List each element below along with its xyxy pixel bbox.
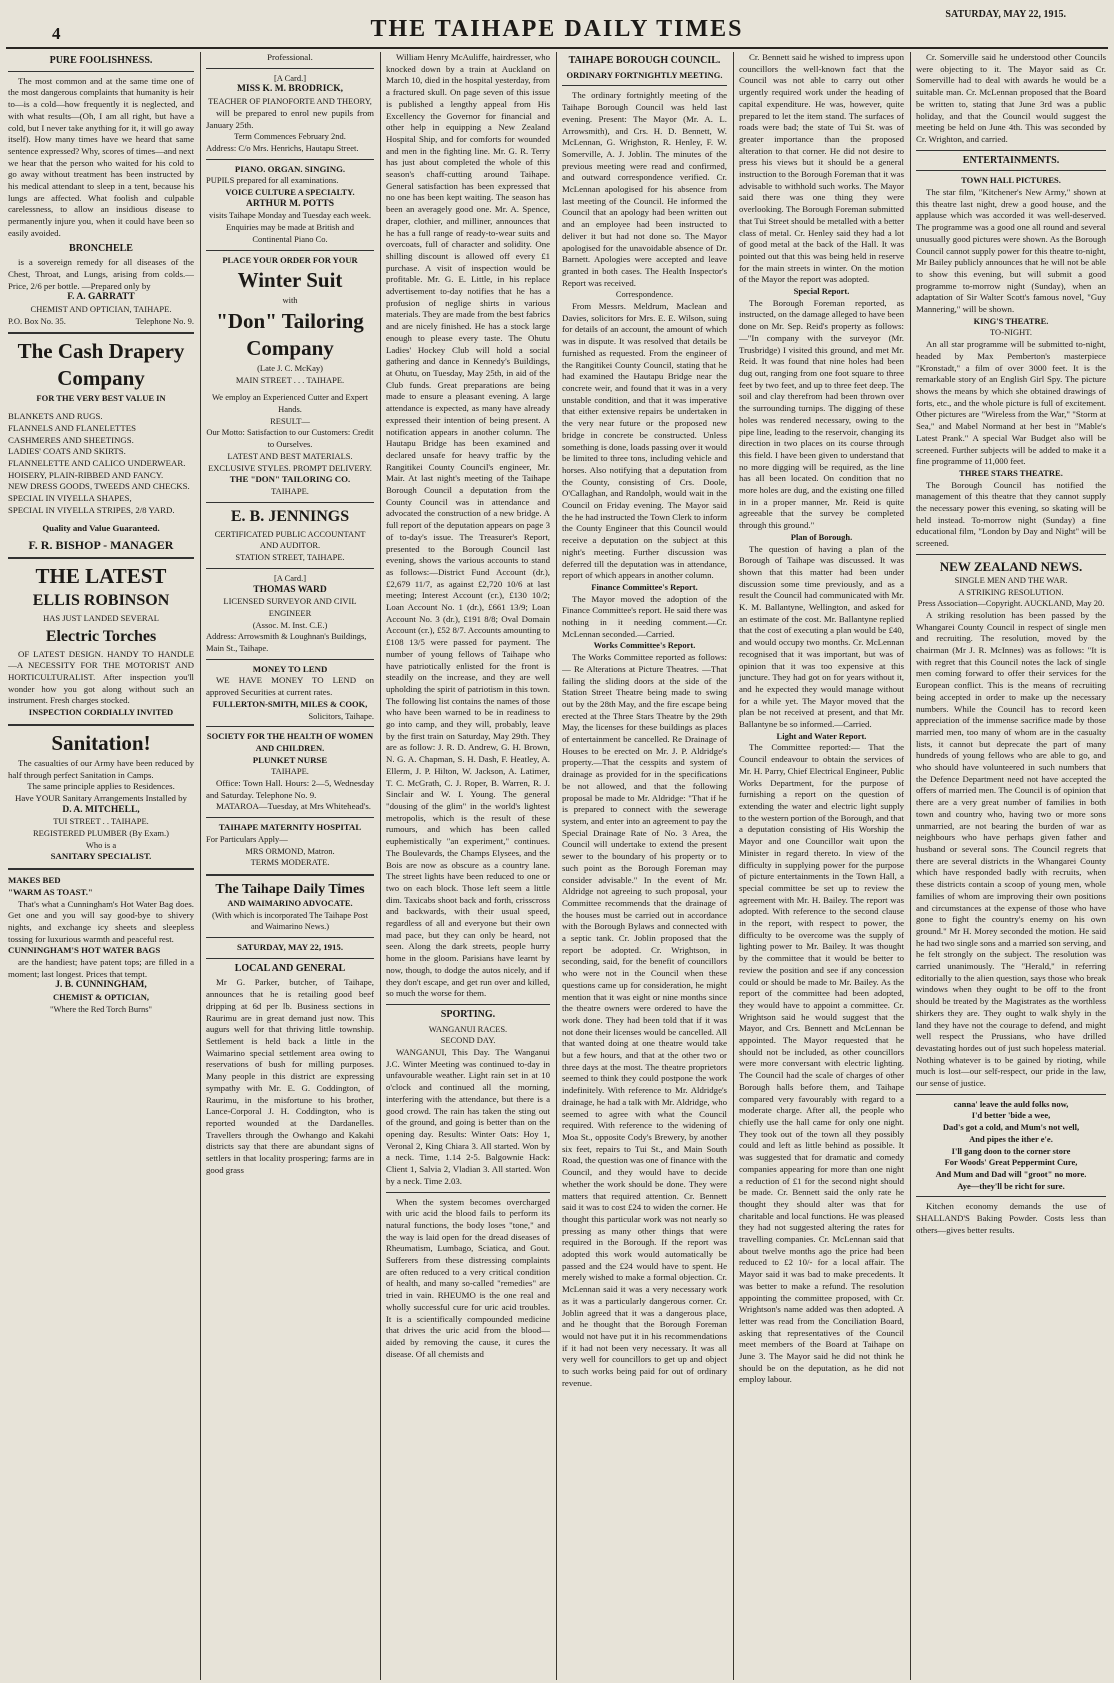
council-text-4: The Committee reported:— That the Council endeavour to obtain the services of Mr. H. Parry, Chief Electrical Engineer, Public Works Department, for the purpose of furnishing a report on the question of extending the water and electric light supply to the western portion of the Borough, and that a deputation consisting of His Worship the Mayor and one Councillor wait upon the Minister in regard thereto. In view of the difficulty in supplying power for the purpose of picture entertainments in the Town Hall, a special committee be set up to review the agreement with Mr. H. Bailey. The report was adopted. With reference to the second clause in the report, with respect to power, the difficulty to be overcome was the supply of lighting power to Mr. Bailey. It was thought by the committee that it would be better to review the position and see if any concession could or should be made to Mr. Bailey. As the report of the committee had been adopted, they would have to appoint a committee. Cr. Wrightson said he would suggest that the Mayor, and Crs. Bennett and McLennan be appointed. The Mayor requested that he should not be included, as other councillors were more conversant with electric lighting. The Council had the scale of charges of other Borough halls before them, and Taihape compared very favourably with regard to a moderate charge. After all, the people who chiefly use the hall came for only one night. They took out of the town all they possibly could and left as little behind as possible. It was suggested that for dramatic and comedy companies appearing for more than one night a reduction of £1 for the second night should be made. Cr. Bennett said the only rate he thought they should alter was that for charitable and local functions. He was pleased they had not suggested altering the rates for travelling companies. Cr. McLennan said that about twelve months ago the price had been reduced to £2 10/- for a local affair. The Mayor said it was bad to make precedents. It was better to make a refund. The resolution appointing the committee proposed, with Cr. Wrightson's name added was then adopted. A letter was read from the Conciliation Board, asking that representatives of the Council meet members of the Board at Taihape on June 3. The Mayor said he did not think he should be on the deputation, as he did not employ labour. xyxy=(739,742,904,1385)
with-word: with xyxy=(282,295,298,306)
ordinary-meeting-heading: ORDINARY FORTNIGHTLY MEETING. xyxy=(566,69,723,80)
ward-address: Address: Arrowsmith & Loughnan's Buildings, Main St., Taihape. xyxy=(206,631,367,654)
latest-heading: THE LATEST xyxy=(35,563,167,588)
mitchell-street: TUI STREET . . TAIHAPE. xyxy=(53,816,149,827)
column-divider xyxy=(733,52,734,1680)
torches-text: OF LATEST DESIGN. HANDY TO HANDLE—A NECESSITY FOR THE MOTORIST AND HORTICULTURALIST. After inspection you'll wonder how you got along without such an instrument. Fresh charges stocked. xyxy=(8,648,194,706)
don-motto: Our Motto: Satisfaction to our Customers: Credit to Ourselves. xyxy=(206,427,374,450)
poem-line: I'll gang doon to the corner store xyxy=(951,1145,1071,1156)
masthead xyxy=(0,0,1114,43)
potts-name: ARTHUR M. POTTS xyxy=(245,198,335,209)
finance-heading: Finance Committee's Report. xyxy=(591,581,698,592)
don-tailoring: "Don" Tailoring xyxy=(216,308,364,333)
sporting-heading: SPORTING. xyxy=(440,1008,496,1020)
piano-line: PIANO. ORGAN. SINGING. xyxy=(234,163,346,174)
column-3 xyxy=(386,52,550,1680)
borough-text-1: The ordinary fortnightly meeting of the Taihape Borough Council was held last evening. Present: The Mayor (Mr. A. L. Arrowsmith), and Crs. H. D. Bennett, W. McLennan, G. Wrighston, R. Henley, F. W. Somerville, A. J. Joblin. The minutes of the previous meeting were read and confirmed, and outward correspondence verified. Cr. McLennan apologised for his absence from last meeting of the Council. He informed the Council that an apology had been written out and an employee had been instructed to deliver it but had not done so. The Mayor apologised for the unavoidable absence of Dr. Barnett. Apologies were accepted and leave granted in both cases. The Health Inspector's Report was received. xyxy=(562,90,727,288)
cash-manager: F. R. BISHOP - MANAGER xyxy=(28,538,174,553)
money-heading: MONEY TO LEND xyxy=(252,663,328,674)
single-men-heading: SINGLE MEN AND THE WAR. xyxy=(954,574,1068,585)
daily-times-title: The Taihape Daily Times xyxy=(215,881,365,897)
mitchell-registered: REGISTERED PLUMBER (By Exam.) xyxy=(33,828,169,839)
poem-line: For Woods' Great Peppermint Cure, xyxy=(944,1157,1078,1168)
cash-drapery-title: The Cash Drapery xyxy=(17,339,185,364)
ellis-landed: HAS JUST LANDED SEVERAL xyxy=(43,612,159,623)
cash-item: SPECIAL IN VIYELLA STRIPES, 2/8 YARD. xyxy=(8,504,175,515)
poem-line: And Mum and Dad will "groot" no more. xyxy=(935,1168,1087,1179)
potts-enquiries: Enquiries may be made at British and Continental Piano Co. xyxy=(226,222,354,244)
poem-line: Aye—they'll be richt for sure. xyxy=(957,1180,1065,1191)
bronchele-text: is a sovereign remedy for all diseases of the Chest, Throat, and Lungs, arising from colds.—Price, 2/6 per bottle. —Prepared only by xyxy=(8,257,194,291)
cash-value-line: FOR THE VERY BEST VALUE IN xyxy=(36,393,166,404)
cunningham-name: J. B. CUNNINGHAM, xyxy=(55,980,147,991)
town-hall-text: The star film, "Kitchener's New Army," shown at this theatre last night, drew a good house, and the applause which was accorded it was well-deserved. The programme was a good one all round and several unusually good pictures were shown. As the Borough Council cannot supply power for this theatre to-night, Mr Bailey publicly announces that he will not be able to show this evening, but will submit a good programme to-morrow night (Sunday), when an adaptation of Sir Walter Scott's famous novel, "Guy Mannering," will be shown. xyxy=(916,187,1106,315)
council-text-3: The question of having a plan of the Borough of Taihape was discussed. It was shown that this matter had been under discussion some time previously, and as a result the Council had communicated with Mr. K. M. Ballantyne, Wellington, and asked for an estimate of the cost. Mr. Ballantyne replied that the cost of executing a plan would be £40, and would occupy two months. Cr. McLennan recognised that it was important, but was of opinion that it was too expensive at this juncture. They had got on for years without it, and he expected they would manage without for a while yet. The Mayor moved that the plan be not received at present, and that Mr. Ballantyne be so informed.—Carried. xyxy=(739,543,904,730)
resolution-heading: A STRIKING RESOLUTION. xyxy=(958,586,1064,597)
potts-text: visits Taihape Monday and Tuesday each week. xyxy=(209,210,371,221)
cash-item: BLANKETS AND RUGS. xyxy=(8,411,103,422)
cash-quality: Quality and Value Guaranteed. xyxy=(42,522,160,533)
daily-times-incorporated: (With which is incorporated The Taihape Post and Waimarino News.) xyxy=(212,909,368,932)
society-heading: SOCIETY FOR THE HEALTH OF WOMEN AND CHILDREN. xyxy=(206,731,374,753)
garratt-contact xyxy=(8,316,194,328)
brodrick-text: will be prepared to enrol new pupils from January 25th. xyxy=(206,107,374,130)
garratt-role: CHEMIST AND OPTICIAN, TAIHAPE. xyxy=(30,304,172,315)
kitchen-text: Kitchen economy demands the use of SHALLAND'S Baking Powder. Costs less than others—gives better results. xyxy=(916,1201,1106,1235)
cash-item: CASHMERES AND SHEETINGS. xyxy=(8,434,134,445)
cash-item: LADIES' COATS AND SKIRTS. xyxy=(8,446,126,457)
warm-text: That's what a Cunningham's Hot Water Bag does. Get one and you will say good-bye to shivery nights, and exchange icy sheets and sleepless tossing for luxurious warmth and peaceful rest. xyxy=(8,898,194,944)
daily-times-date: SATURDAY, MAY 22, 1915. xyxy=(236,942,344,953)
mitchell-specialist: SANITARY SPECIALIST. xyxy=(50,851,152,862)
light-water-heading: Light and Water Report. xyxy=(776,730,867,741)
plan-borough-heading: Plan of Borough. xyxy=(790,531,853,542)
garratt-box: P.O. Box No. 35. xyxy=(8,315,66,326)
pupils-line: PUPILS prepared for all examinations. xyxy=(206,175,339,186)
column-4 xyxy=(562,52,727,1680)
sanitation-have: Have YOUR Sanitary Arrangements Installed by xyxy=(15,792,187,803)
garratt-tel: Telephone No. 9. xyxy=(135,315,194,326)
card-label: [A Card.] xyxy=(273,72,307,83)
borough-text-4: The Works Committee reported as follows:— Re Alterations at Picture Theatres. —That failing the sliding doors at the side of the Station Street Theatre being made to swing out by the 28th May, and the fire escape being erected at the Three Stars Theatre by the 29th May, the licenses for these buildings as places of entertainment be cancelled. Re Drainage of Houses to be erected on Mr. J. P. Aldridge's property.—That the cesspits and system of drainage as provided for in the specifications be not allowed, and that the following proposal be made to Mr. Aldridge: "That if he is prepared to connect with the sewerage system, and enter into an agreement to pay the Special Drainage Rate of No. 3 Area, the Council will undertake to extend the present sewer to the boundary of his property or to such point as the Borough Foreman may consider advisable." In the event of Mr. Aldridge not agreeing to such proposal, your Committee recommends that the drainage of the houses must be carried out in accordance with the Borough Bylaws and connected with a septic tank. Cr. Joblin proposed that the report be adopted. Cr. Wrightson, in seconding, said, for the benefit of councillors who were not in the Council when these questions came up for consideration, he might mention that it was eight or nine months since the theatre owners were ordered to have the work done. They had been told that if it was not done their licenses would be cancelled. All that wanted doing at one theatre would take but a few hours, and that at the other two or three days at the most. The theatre proprietors seemed to think they could postpone the work indefinitely. With reference to Mr. Aldridge's drainage, he had a talk with Mr. Aldridge, who seemed to agree with what the Council required. With reference to the widening of Moa St., opposite Cody's Brewery, by another six feet, repairs to Tui St., and Main South Road, the question was one of finance with the Council, and they would have to decide whether the work should be done. They were matters that required attention. Cr. Bennett said it was to cost £24 to widen the corner. He thought this particular work was not nearly so pressing as many other things that were required in the Borough. If the report was adopted this work would automatically be passed and the £24 would have to spent. He merely wished to make a formal objection. Cr. McLennan said it was a very necessary work as it was a particularly dangerous corner. Cr. Joblin agreed that it was a dangerous place, and he thought that the Borough Foreman would not have put it in his recommendations if it had not been very necessary. It was all very well for councillors to get up and object to such works being paid for out of ordinary revenue. xyxy=(562,652,727,1388)
nz-news-heading: NEW ZEALAND NEWS. xyxy=(939,558,1083,574)
ellis-robinson: ELLIS ROBINSON xyxy=(32,591,170,609)
page-number: 4 xyxy=(52,24,61,43)
ward-name: THOMAS WARD xyxy=(253,584,327,595)
fullerton-role: Solicitors, Taihape. xyxy=(308,710,374,721)
money-text: WE HAVE MONEY TO LEND on approved Securities at current rates. xyxy=(206,675,374,698)
poem-line: Dad's got a cold, and Mum's not well, xyxy=(942,1122,1080,1133)
kings-theatre-heading: KING'S THEATRE. xyxy=(973,315,1049,326)
plunket-heading: PLUNKET NURSE xyxy=(252,754,328,765)
borough-council-heading: TAIHAPE BOROUGH COUNCIL. xyxy=(568,55,721,66)
column-divider xyxy=(380,52,381,1680)
mitchell-who: Who is a xyxy=(85,839,117,850)
bronchele-heading: BRONCHELE xyxy=(69,242,133,254)
winter-suit: Winter Suit xyxy=(237,268,343,293)
professional-heading: Professional. xyxy=(267,52,313,62)
pure-foolishness-heading: PURE FOOLISHNESS. xyxy=(49,55,153,66)
cunningham-where: "Where the Red Torch Burns" xyxy=(49,1003,153,1014)
cash-item: SPECIAL IN VIYELLA SHAPES, xyxy=(8,493,132,504)
cash-drapery-company: Company xyxy=(57,366,145,391)
maternity-apply: For Particulars Apply— xyxy=(206,833,288,844)
correspondence-heading: Correspondence. xyxy=(615,289,674,300)
cash-item: NEW DRESS GOODS, TWEEDS AND CHECKS. xyxy=(8,481,190,492)
poem-line: And pipes the ither e'e. xyxy=(969,1133,1053,1144)
nz-news-text: A striking resolution has been passed by the Whangarei County Council in respect of single men and recruiting. The resolution, moved by the chairman (Mr J. R. McInnes) was as follows: "It is with regret that this Council notes the lack of single men coming forward to offer their services for the European conflict. This is the means of recruiting being accepted in order to make up the necessary numbers. While the Council has to record keen appreciation of the immense sacrifice made by those married men, too many of whom are in the casualty lists, it cannot but deprecate the part of many hundreds of young fellows who are able to go, and who should have volunteered in such numbers that the Defence Department need not have accepted the offers of married men. The Council is of opinion that there are a very great number of families in both town and country who, having two or more sons unmarried, are not bearing the burden of war as neighbours who have perhaps given father and husband or several sons. The Council regrets that there are several districts in the Whangarei County which have responded badly with recruits, when these districts contain a scoop of young men, whole families of whom are improving their own positions and circumstances at the expense of those who have gone to fight the country's enemy on his own ground." Mr H. Morey seconded the motion. He said he had two single sons and a married son serving, and he felt strongly on the subject. The resolution was carried unanimously. The "Herald," in referring editorially to the alien question, says those who break windows when they ought to be off to the front should be treated by the Magistrates as the worthless shirkers they are. They ought to walk shyly in the land they have not the courage to defend, and might well respect the Prussians, who have drilled devastating hordes out of just such hopeless material. Nothing whatever is to be gained by rioting, while much is lost—our self-respect, our pride in the law, our sense of justice. xyxy=(916,609,1106,1089)
maternity-heading: TAIHAPE MATERNITY HOSPITAL xyxy=(218,822,362,833)
brodrick-role: TEACHER OF PIANOFORTE AND THEORY, xyxy=(208,96,372,107)
jennings-name: E. B. JENNINGS xyxy=(230,507,350,525)
plunket-office: Office: Town Hall. Hours: 2—5, Wednesday and Saturday. Telephone No. 9. xyxy=(206,778,374,800)
ward-assoc: (Assoc. M. Inst. C.E.) xyxy=(252,619,328,630)
plunket-town: TAIHAPE. xyxy=(271,766,309,777)
borough-text-3: The Mayor moved the adoption of the Finance Committee's report. He said there was nothing in it needing comment.—Cr. McLennan seconded.—Carried. xyxy=(562,593,727,639)
voice-line: VOICE CULTURE A SPECIALTY. xyxy=(225,187,355,198)
don-town: TAIHAPE. xyxy=(271,485,309,496)
card-label: [A Card.] xyxy=(273,572,307,583)
don-main-street: MAIN STREET . . . TAIHAPE. xyxy=(235,374,345,385)
town-hall-heading: TOWN HALL PICTURES. xyxy=(961,175,1061,186)
column-5 xyxy=(739,52,904,1680)
electric-torches: Electric Torches xyxy=(45,627,157,645)
column-6 xyxy=(916,52,1106,1680)
press-line: Press Association—Copyright. AUCKLAND, May 20. xyxy=(917,598,1105,609)
kings-theatre-text: An all star programme will be submitted to-night, headed by Max Pemberton's masterpiece "Kronstadt," a film of over 3000 feet. It is the remarkable story of an English Girl Spy. The picture shows the means by which she obtained drawings of forts, etc., and the whole picture is full of excitement. Other pictures are "Wireless from the War," "Storm at Sea," and Mabel Normand at her best in "Mable's Latest Prank." A special War Budget also will be screened. Further subjects will be added to make it a fine programme of 11,000 feet. xyxy=(916,339,1106,467)
daily-times-sub: AND WAIMARINO ADVOCATE. xyxy=(227,897,353,908)
cash-item: FLANNELETTE AND CALICO UNDERWEAR. xyxy=(8,457,186,468)
column-3-top-text: William Henry McAuliffe, hairdresser, who knocked down by a train at Auckland on March 10, died in the hospital yesterday, from a fractured skull. On page seven of this issue is published a lengthy appeal from His Excellency the Governor for financial and other help in equipping a New Zealand Hospital Ship, and for comforts for wounded and men in the fighting line. Mr. G. R. Terry has just about completed the whole of this season's chaff-cutting around Taihape. General satisfaction has been expressed that no one has been kept waiting. The season has been an averagely good one. Mr. A. Spence, draper, clothier, and milliner, announces that he has a full range of ready-to-wear suits and overcoats, full of character and solidity. One shilling discount is allowed off every £1 purchase. A visit of inspection would be profitable. Mr. G. E. Little, in his replace advertisement to-day notifies that he has a profusion of neglige shirts in various materials. They are made from the best fabrics and are nicely finished. He has a stock large enough to please every taste. The Ohutu Ladies' Hockey Club will hold a social gathering and dance in Kennedy's Buildings, at Ohutu, on Tuesday, May 25th, in aid of the Club funds. Great preparations are being made to ensure a pleasant evening. A large attendance is expected, as many have already expressed their intention of being present. A notification appears in another column. The Hautapu Bridge has been examined and declared unsafe for heavy traffic by the Rangitikei County Council's engineer, Mr. Mair. At last night's meeting of the Taihape Borough Council a deputation from the County Council was in attendance and advocated the construction of a new bridge. A full report of the deputation appears on page 3 of to-day's issue. The Treasurer's Report, presented to the Borough Council last evening, shows the various accounts to stand as follows:—District Fund Account (dr.), £2,679 11/7, as against £2,720 10/6 at last meeting; Interest Account (cr.), £130 10/2; Loan Account No. 1 (dr.), £661 13/9; Loan Account No. 3 (dr.), £191 8/8; Oval Domain Account (cr.), £52 8/7. Accounts amounting to £108 13/5 were passed for payment. The number of young fellows of Taihape who have patriotically enlisted for the front is steadily on the increase, and they are well upholding the spirit of patriotism in this town. The following list contains the names of those who have been warned to be in readiness to go into camp, and they will, probably, leave by the first train on Saturday, May 29th. They are as follow: J. R. D. Andrew, G. H. Brown, N. G. A. Chapman, S. H. Dash, F. Heatley, A. Ellerm, J. P. Hilton, W. Jackson, A. Latimer, T. C. McGrath, C. J. Roper, B. Warren, R. J. Sinclair and W. I. Young. The general "dousing of the glim" in the world's lightest metropolis, which is the result of these rumours, and which has been called euphemistically "an experiment," continues. The Boulevards, the Champs Elysees, and the Bois are now as obscure as a country lane. The street lights have been reduced to one or two on each block. Those left seem a little dim. Taxicabs shoot back and forth, crisscross and backwards, with their usual speed, regardless of all and everyone but their own mad pace, but they can only be heard, not seen. Along the dark streets, people hurry home in the gloom. Parisians have learnt by now, though, to dodge the autos nicely, and if they don't escape, and get run over and killed, so much the worse for them. xyxy=(386,52,550,999)
poem-line: I'd better 'bide a wee, xyxy=(971,1110,1051,1121)
races-heading: WANGANUI RACES. xyxy=(428,1023,508,1034)
plunket-mataroa: MATAROA—Tuesday, at Mrs Whitehead's. xyxy=(216,801,371,812)
maternity-matron: MRS ORMOND, Matron. xyxy=(245,845,335,856)
tonight: TO-NIGHT. xyxy=(990,327,1032,338)
column-divider xyxy=(910,52,911,1680)
cunningham-role: CHEMIST & OPTICIAN, xyxy=(53,992,149,1003)
don-cutter: We employ an Experienced Cutter and Expert Hands. xyxy=(211,392,369,415)
issue-date: SATURDAY, MAY 22, 1915. xyxy=(945,9,1066,20)
cunningham-heading: CUNNINGHAM'S HOT WATER BAGS xyxy=(8,945,161,956)
council-text-5: Cr. Somerville said he understood other Councils were objecting to it. The Mayor said as Cr. Somerville had to deal with awards he would be a suitable man. Cr. McLennan proposed that the Board be written to, stating that June 3rd was a public holiday, and that the Council would suggest the meeting be held on June 4th. This was seconded by Cr. Wrighton, and carried. xyxy=(916,52,1106,144)
place-order: PLACE YOUR ORDER FOR YOUR xyxy=(222,254,358,265)
borough-text-2: From Messrs. Meldrum, Maclean and Davies, solicitors for Mrs. E. E. Wilson, suing for details of an account, the amount of which was in dispute. It was resolved that details be furnished as requested. From the engineer of the Rangitikei County Council, stating that he had examined the Hautapu Bridge near the concrete weir, and found that it was in a very unstable condition, and that it was imperative that either extensive repairs be undertaken in the very near future or the proposed new bridge in concrete be constructed. Unless something is done, loads passing over it would be limited to three tons, including vehicle and horses. Also notifying that a deputation from the County, consisting of Crs. Doole, O'Callaghan, and Randolph, would wait in the Council on Friday evening. The Mayor said the he had instructed the Town Clerk to inform the County Engineer that this Council would receive a deputation on the subject at this night's meeting. Further discussion was deferred till the deputation was in attendance, report of which appears in another column. xyxy=(562,301,727,581)
local-general-text: Mr G. Parker, butcher, of Taihape, announces that he is retailing good beef dripping at 6d per lb. Business sections in Raurimu are in great demand just now. This augurs well for that thriving little township. Settlement is held back a little in the Waimarino special settlement area owing to reservations of bush for milling purposes. Many people in this district are expressing sympathy with Mr. E. G. Coddington, of Raurimu, in the misfortune to his brother, Lance-Corporal J. H. Coddington, who is reported wounded at the Dardanelles. Travellers through the Owhango and Kakahi districts say that there are abundant signs of settlers in that locality prospering; farms are in good grass xyxy=(206,977,374,1175)
maternity-terms: TERMS MODERATE. xyxy=(250,857,330,868)
works-heading: Works Committee's Report. xyxy=(593,640,696,651)
don-result: RESULT— xyxy=(270,415,310,426)
garratt-name: F. A. GARRATT xyxy=(67,292,135,303)
council-text-2: The Borough Foreman reported, as instructed, on the damage alleged to have been done on Mr. Sep. Reid's property as follows:—"In company with the surveyor (Mr. Trusbridge) I visited this ground, and met Mr. Reid. It was found that nine holes had been dug out, ranging from one foot square to three feet by two feet, and up to three feet deep. The soil and clay therefrom had been thrown over the surrounding turnips. The digging of these holes was rendered necessary, owing to the pipe line, leading to the reservoir, changing its direction in two places on its course through this field. I have been given to understand that no more digging will be required, as the line has all been located. On condition that no more holes are dug, and the existing one filled in in a proper manner, Mr. Reid is quite agreeable that the survey be completed through this ground." xyxy=(739,297,904,531)
newspaper-title: THE TAIHAPE DAILY TIMES xyxy=(370,16,744,42)
jennings-role: CERTIFICATED PUBLIC ACCOUNTANT AND AUDITOR. xyxy=(214,528,366,551)
masthead-rule xyxy=(6,47,1108,49)
don-late: (Late J. C. McKay) xyxy=(257,362,323,373)
rheumo-text: When the system becomes overcharged with uric acid the blood fails to perform its natural functions, the body loses "tone," and the way is laid open for the dread diseases of Rheumatism, Lumbago, Sciatica, and Gout. Sufferers from these distressing complaints are often reduced to a very critical condition of health, and many so-called "remedies" are tried in vain. RHEUMO is the one real and wholly successful cure for uric acid troubles. It is a scientifically compounded medicine that drives the uric acid from the blood—aided by removing the cause, it cures the disease. Of all chemists and xyxy=(386,1196,550,1359)
pure-foolishness-text: The most common and at the same time one of the most dangerous complaints that humanity is heir to—is a cold—how frequently it is neglected, and with what results—(Oh, I am all right, but have a cold, but I never take anything for it, it will go away itself). How many times have we heard that same sentence expressed? Why, scores of times—and next we hear that the person who waited for his cold to go away without treatment has been instructed by his medical attendant to sleep in a tent, because his lungs are affected. What foolish and culpable carelessness, to allow an insidious disease to permanently injure you, when it could have been so easily avoided. xyxy=(8,75,194,238)
warm-as-toast: "WARM AS TOAST." xyxy=(8,886,93,897)
second-day-heading: SECOND DAY. xyxy=(440,1035,496,1046)
jennings-address: STATION STREET, TAIHAPE. xyxy=(235,552,345,563)
don-styles: LATEST AND BEST MATERIALS. EXCLUSIVE STYLES. PROMPT DELIVERY. xyxy=(208,450,372,473)
makes-bed: MAKES BED xyxy=(8,875,61,886)
poem-line: canna' leave the auld folks now, xyxy=(953,1098,1069,1109)
three-stars-text: The Borough Council has notified the management of this theatre that they cannot supply the necessary power this evening, so skating will be held instead. To-morrow night (Sunday) a fine educational film, "London by Day and Night" will be screened. xyxy=(916,479,1106,549)
council-text-1: Cr. Bennett said he wished to impress upon councillors the well-known fact that the Council was not able to carry out other urgently required work under the heading of capital expenditure. He was, however, quite prepared to let the item stand. The surfaces of roads were bad; the state of Tui St. was of greater importance than the proposed alteration to that corner. He did not desire to press his views but it should be a general instruction to the Borough Foreman that it was advisable to withhold such works. The Mayor said there was one thing they were overlooking. The Borough Foreman submitted that Tui Street should be metalled with a better class of metal. Cr. Henley said they had a lot of good metal at the back of the Hall. It was pointed out that this was being held in reserve for the main streets in winter. On the motion of the Mayor the report was adopted. xyxy=(739,52,904,285)
sanitation-apply: The same principle applies to Residences. xyxy=(27,781,175,792)
fullerton-name: FULLERTON-SMITH, MILES & COOK, xyxy=(212,698,368,709)
cash-item: FLANNELS AND FLANELETTES xyxy=(8,422,137,433)
torches-invite: INSPECTION CORDIALLY INVITED xyxy=(28,707,174,718)
column-divider xyxy=(556,52,557,1680)
column-1 xyxy=(8,52,194,1680)
races-text: WANGANUI, This Day. The Wanganui J.C. Winter Meeting was continued to-day in unfavourable weather. Light rain set in at 10 o'clock and continued all the morning, interfering with the attendance, but there is a good crowd. The rain has taken the sting out of the ground, and going is better than on the opening day. Results: Winter Oats: Hoy 1, Veronal 2, King Chiara 3. All started. Won by a neck. Time, 1.14 2-5. Balgownie Hack: Client 1, Salvia 2, Vladian 3. All started. Won by a neck. Time 2.03. xyxy=(386,1047,550,1186)
brodrick-term: Term Commences February 2nd. xyxy=(234,131,346,142)
don-company: Company xyxy=(246,335,334,360)
mitchell-name: D. A. MITCHELL, xyxy=(62,804,140,815)
column-divider xyxy=(200,52,201,1680)
brodrick-name: MISS K. M. BRODRICK, xyxy=(236,84,344,95)
ward-role: LICENSED SURVEYOR AND CIVIL ENGINEER xyxy=(223,596,357,618)
don-company-name: THE "DON" TAILORING CO. xyxy=(229,474,351,485)
column-2 xyxy=(206,52,374,1680)
special-report-heading: Special Report. xyxy=(793,286,850,297)
cunningham-text: are the handiest; have patent tops; are filled in a moment; last longest. Prices that tempt. xyxy=(8,957,194,979)
local-general-heading: LOCAL AND GENERAL xyxy=(234,962,346,974)
cash-item: HOISERY, PLAIN-RIBBED AND FANCY. xyxy=(8,469,164,480)
sanitation-heading: Sanitation! xyxy=(51,730,151,755)
entertainments-heading: ENTERTAINMENTS. xyxy=(962,154,1060,166)
brodrick-address: Address: C/o Mrs. Henrichs, Hautapu Street. xyxy=(206,142,359,153)
sanitation-text: The casualties of our Army have been reduced by half through perfect Sanitation in Camps. xyxy=(8,757,194,780)
three-stars-heading: THREE STARS THEATRE. xyxy=(959,467,1063,478)
